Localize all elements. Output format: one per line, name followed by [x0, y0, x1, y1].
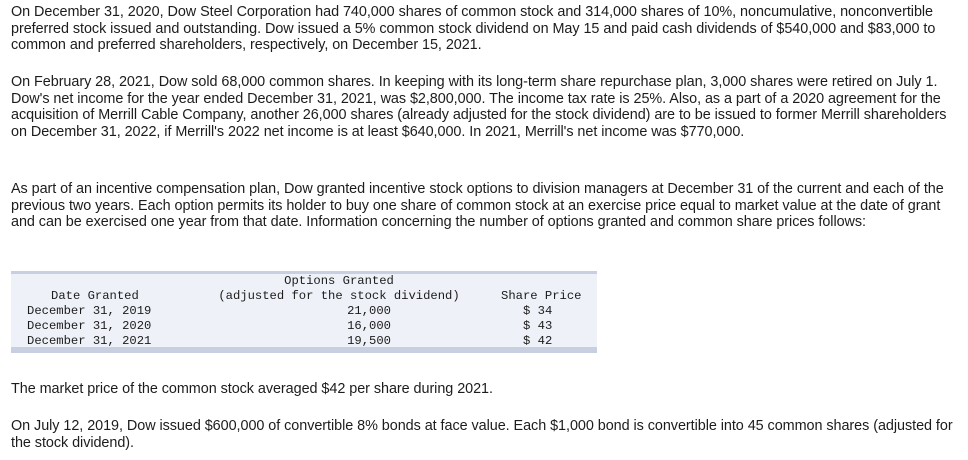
table-row-price: $ 43 — [523, 319, 553, 333]
table-row-price: $ 34 — [523, 304, 553, 318]
header-share-price: Share Price — [501, 289, 582, 303]
paragraph-stock-options: As part of an incentive compensation plan, Dow granted incentive stock options to division managers at December 31 of the current and each of the previous two years. Each option permits its holder to buy one share of common stock at an exercise price equal to market value at the date of grant and can be exercised one year from that date. Information concerning the number of options granted and common share prices follows: — [11, 181, 944, 231]
table-row-date: December 31, 2019 — [27, 304, 152, 318]
table-row-options: 16,000 — [347, 319, 391, 333]
paragraph-shares-outstanding: On December 31, 2020, Dow Steel Corporation had 740,000 shares of common stock and 314,000 shares of 10%, noncumulative, nonconvertible preferred stock issued and outstanding. Dow issued a 5% common stock dividend on May 15 and paid cash dividends of $540,000 and $83,000 to common and preferred shareholders, respectively, on December 15, 2021. — [11, 4, 936, 54]
header-options-line2: (adjusted for the stock dividend) — [218, 289, 460, 303]
table-row-options: 19,500 — [347, 334, 391, 348]
paragraph-convertible-bonds: On July 12, 2019, Dow issued $600,000 of convertible 8% bonds at face value. Each $1,000 bond is convertible into 45 common shares (adjusted for the stock dividend). — [11, 418, 953, 451]
header-date-granted: Date Granted — [51, 289, 139, 303]
table-row-options: 21,000 — [347, 304, 391, 318]
table-row-date: December 31, 2021 — [27, 334, 152, 348]
paragraph-share-transactions: On February 28, 2021, Dow sold 68,000 common shares. In keeping with its long-term share repurchase plan, 3,000 shares were retired on July 1. Dow's net income for the year ended December 31, 2021, was $2,800,000. The income tax rate is 25%. Also, as a part of a 2020 agreement for the acquisition of Merrill Cable Company, another 26,000 shares (already adjusted for the stock dividend) are to be issued to former Merrill shareholders on December 31, 2022, if Merrill's 2022 net income is at least $640,000. In 2021, Merrill's net income was $770,000. — [11, 74, 947, 140]
header-options-line1: Options Granted — [284, 274, 394, 288]
options-table — [11, 271, 597, 353]
table-row-date: December 31, 2020 — [27, 319, 152, 333]
paragraph-market-price: The market price of the common stock averaged $42 per share during 2021. — [11, 381, 493, 397]
table-row-price: $ 42 — [523, 334, 553, 348]
